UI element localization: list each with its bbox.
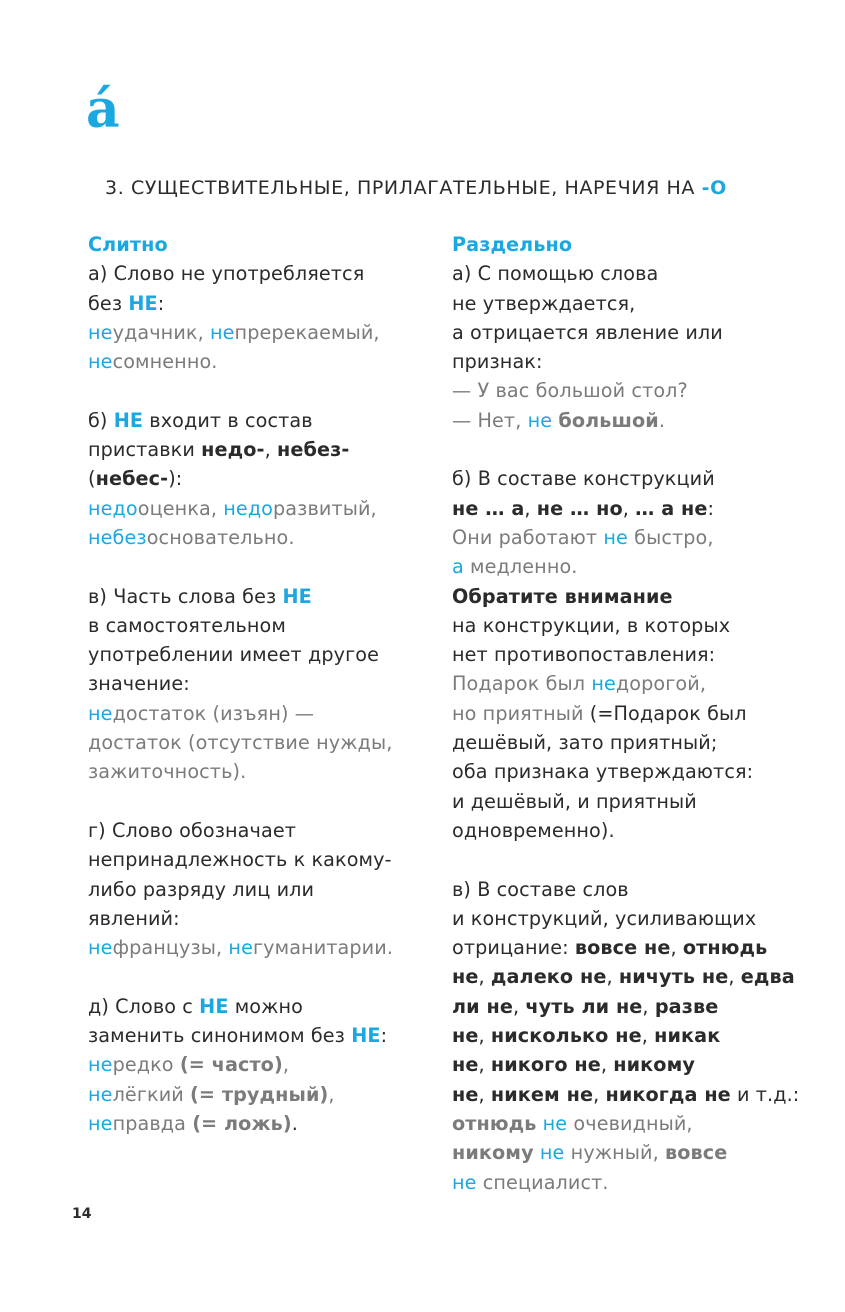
text-segment: . xyxy=(291,1111,298,1135)
text-line xyxy=(452,640,827,669)
text-line xyxy=(452,699,827,728)
text-line xyxy=(452,259,827,288)
text-segment: приставки xyxy=(88,438,202,462)
text-line xyxy=(452,464,827,493)
text-segment: не xyxy=(452,1024,479,1048)
text-line xyxy=(452,347,827,376)
text-segment: никогда не xyxy=(605,1082,731,1106)
text-segment: , xyxy=(478,1082,491,1106)
text-segment: вовсе xyxy=(665,1141,728,1165)
text-segment: не xyxy=(539,1141,565,1165)
text-segment: , xyxy=(593,1082,606,1106)
text-line xyxy=(452,787,827,816)
text-segment: … а не xyxy=(635,496,708,520)
text-segment: не xyxy=(88,1111,113,1135)
text-line xyxy=(88,494,433,523)
text-line xyxy=(452,494,827,523)
text-line xyxy=(88,1050,433,1079)
text-segment: развитый, xyxy=(273,496,377,520)
text-segment: , xyxy=(606,965,619,989)
text-segment: отнюдь xyxy=(682,936,768,960)
text-line xyxy=(452,1021,827,1050)
text-segment: д) Слово с xyxy=(88,994,200,1018)
text-segment: оба признака утверждаются: xyxy=(452,760,754,784)
text-segment: нет противопоставления: xyxy=(452,643,716,667)
text-segment: очевидный, xyxy=(567,1111,693,1135)
text-line xyxy=(452,1109,827,1138)
column-merged-spelling xyxy=(88,230,433,1138)
text-segment: в самостоятельном xyxy=(88,613,286,637)
text-segment: входит в состав xyxy=(143,408,313,432)
paragraph-gap xyxy=(88,787,433,816)
text-segment: значение: xyxy=(88,672,190,696)
text-segment: едва xyxy=(740,965,795,989)
text-line xyxy=(88,933,433,962)
text-segment: в) В составе слов xyxy=(452,877,629,901)
text-segment: в) Часть слова без xyxy=(88,584,283,608)
section-heading xyxy=(105,176,727,200)
text-line xyxy=(452,933,827,962)
text-segment: без xyxy=(88,291,129,315)
text-segment: а отрицается явление или xyxy=(452,320,723,344)
text-segment: не xyxy=(603,525,628,549)
text-segment: достаток (отсутствие нужды, xyxy=(88,731,393,755)
text-line xyxy=(452,289,827,318)
text-segment: недо- xyxy=(201,438,265,462)
text-segment: , xyxy=(328,1082,335,1106)
text-segment: Подарок был xyxy=(452,672,592,696)
text-line xyxy=(452,318,827,347)
text-segment: а) Слово не употребляется xyxy=(88,262,365,286)
text-line xyxy=(88,611,433,640)
text-segment: НЕ xyxy=(282,584,312,608)
text-line xyxy=(88,523,433,552)
text-line xyxy=(452,728,827,757)
text-segment: , xyxy=(478,1024,491,1048)
text-segment: чуть ли не xyxy=(525,994,643,1018)
text-segment: достаток (изъян) — xyxy=(112,701,315,725)
text-line xyxy=(452,523,827,552)
text-segment: не xyxy=(228,936,253,960)
text-segment: небез xyxy=(88,525,147,549)
text-segment: разве xyxy=(654,994,719,1018)
text-segment: большой xyxy=(558,408,659,432)
text-segment: — Нет, xyxy=(452,408,528,432)
paragraph-gap xyxy=(452,845,827,874)
text-segment: оценка, xyxy=(137,496,224,520)
text-segment: заменить синонимом без xyxy=(88,1024,352,1048)
text-line xyxy=(88,757,433,786)
text-line xyxy=(88,904,433,933)
text-segment: сомненно. xyxy=(112,350,218,374)
text-segment: никого не xyxy=(490,1053,601,1077)
text-segment: не … но xyxy=(536,496,623,520)
text-line xyxy=(88,318,433,347)
text-line xyxy=(88,464,433,493)
text-segment: НЕ xyxy=(199,994,229,1018)
text-segment: не xyxy=(452,1082,479,1106)
text-segment: и конструкций, усиливающих xyxy=(452,906,757,930)
text-segment: одновременно). xyxy=(452,818,615,842)
paragraph-gap xyxy=(88,376,433,405)
text-segment: ничуть не xyxy=(618,965,729,989)
text-line xyxy=(88,875,433,904)
text-segment: основательно. xyxy=(146,525,295,549)
text-segment: небез- xyxy=(276,438,350,462)
text-segment: ( xyxy=(88,467,96,491)
text-line xyxy=(452,816,827,845)
text-line xyxy=(88,406,433,435)
text-segment: ли не xyxy=(452,994,513,1018)
text-segment: гуманитарии. xyxy=(252,936,394,960)
text-segment: явлений: xyxy=(88,906,180,930)
text-segment: зажиточность). xyxy=(88,760,247,784)
text-segment: (= трудный) xyxy=(190,1082,329,1106)
text-segment: небес- xyxy=(95,467,169,491)
text-segment: , xyxy=(728,965,741,989)
text-line xyxy=(88,259,433,288)
text-segment: не xyxy=(88,320,113,344)
text-segment: г) Слово обозначает xyxy=(88,818,297,842)
text-segment: , xyxy=(512,994,526,1018)
paragraph-gap xyxy=(452,435,827,464)
text-line xyxy=(88,582,433,611)
text-line xyxy=(88,845,433,874)
text-line xyxy=(88,992,433,1021)
text-line xyxy=(452,669,827,698)
section-heading-accent: -О xyxy=(701,177,727,199)
paragraph-gap xyxy=(88,962,433,991)
column-title: Слитно xyxy=(88,233,168,256)
text-segment: не утверждается, xyxy=(452,291,636,315)
text-line xyxy=(452,875,827,904)
text-segment: , xyxy=(600,1053,614,1077)
text-segment: не xyxy=(88,936,113,960)
text-segment: Обратите внимание xyxy=(452,584,673,608)
text-segment: не xyxy=(88,1082,113,1106)
text-segment: — У вас большой стол? xyxy=(452,379,688,403)
text-segment: : xyxy=(380,1024,388,1048)
text-segment: , xyxy=(264,438,277,462)
column-separate-spelling xyxy=(452,230,827,1197)
text-line xyxy=(88,640,433,669)
text-segment: употреблении имеет другое xyxy=(88,643,380,667)
text-line xyxy=(452,552,827,581)
column-title: Раздельно xyxy=(452,233,573,256)
brand-logo: á xyxy=(86,79,120,140)
text-segment: не xyxy=(452,1170,477,1194)
text-segment: : xyxy=(157,291,165,315)
text-line xyxy=(452,757,827,786)
text-line xyxy=(88,699,433,728)
text-segment: никем не xyxy=(490,1082,594,1106)
text-segment: дорогой, xyxy=(615,672,707,696)
text-segment: можно xyxy=(228,994,304,1018)
text-line xyxy=(88,1080,433,1109)
page-number: 14 xyxy=(72,1206,92,1222)
text-segment: , xyxy=(622,496,636,520)
text-segment: . xyxy=(658,408,666,432)
text-segment: б) xyxy=(88,408,114,432)
text-segment: никому xyxy=(452,1141,534,1165)
text-segment: а) С помощью слова xyxy=(452,262,659,286)
text-segment: Они работают xyxy=(452,525,604,549)
text-segment: не xyxy=(452,1053,479,1077)
text-segment: НЕ xyxy=(351,1024,381,1048)
text-segment: , xyxy=(478,1053,491,1077)
text-line xyxy=(452,1080,827,1109)
text-segment: не xyxy=(527,408,553,432)
text-segment: не … а xyxy=(452,496,525,520)
text-segment: лёгкий xyxy=(112,1082,191,1106)
text-segment: , xyxy=(642,994,655,1018)
text-segment: НЕ xyxy=(128,291,158,315)
text-segment: специалист. xyxy=(476,1170,609,1194)
text-line xyxy=(452,1138,827,1167)
text-segment: и т.д.: xyxy=(730,1082,800,1106)
text-segment: и дешёвый, и приятный xyxy=(452,789,697,813)
text-segment: не xyxy=(88,1053,113,1077)
text-segment: не xyxy=(209,320,235,344)
text-segment: , xyxy=(524,496,537,520)
text-segment: : xyxy=(707,496,715,520)
text-line xyxy=(452,992,827,1021)
text-line xyxy=(452,406,827,435)
text-segment: медленно. xyxy=(463,555,578,579)
text-segment: (= часто) xyxy=(179,1053,283,1077)
text-line xyxy=(452,376,827,405)
text-line xyxy=(452,230,827,259)
text-segment: но приятный xyxy=(452,701,584,725)
text-line xyxy=(88,230,433,259)
text-line xyxy=(88,435,433,464)
text-segment: нисколько не xyxy=(490,1024,642,1048)
text-line xyxy=(88,816,433,845)
text-segment: вовсе не xyxy=(574,936,671,960)
text-segment: французы, xyxy=(112,936,229,960)
paragraph-gap xyxy=(88,552,433,581)
text-line xyxy=(88,728,433,757)
text-segment: а xyxy=(452,555,464,579)
text-segment: , xyxy=(670,936,683,960)
text-segment: нужный, xyxy=(564,1141,666,1165)
text-line xyxy=(452,582,827,611)
text-line xyxy=(452,1168,827,1197)
text-line xyxy=(88,289,433,318)
text-segment: , xyxy=(641,1024,655,1048)
text-line xyxy=(88,347,433,376)
text-segment: отнюдь xyxy=(452,1111,537,1135)
text-segment: никак xyxy=(654,1024,721,1048)
text-segment: признак: xyxy=(452,350,543,374)
text-segment: либо разряду лиц или xyxy=(88,877,315,901)
text-segment: (=Подарок был xyxy=(583,701,747,725)
text-segment: никому xyxy=(613,1053,695,1077)
text-segment: отрицание: xyxy=(452,936,575,960)
text-segment: не xyxy=(88,701,113,725)
text-line xyxy=(452,611,827,640)
text-segment: ): xyxy=(168,467,183,491)
text-segment: правда xyxy=(112,1111,193,1135)
text-segment: НЕ xyxy=(113,408,144,432)
text-line xyxy=(88,1021,433,1050)
text-segment: не xyxy=(88,350,113,374)
text-segment: , xyxy=(478,965,491,989)
text-segment: редко xyxy=(112,1053,180,1077)
text-line xyxy=(88,1109,433,1138)
text-line xyxy=(452,904,827,933)
text-segment: недо xyxy=(223,496,274,520)
text-segment: недо xyxy=(88,496,138,520)
text-segment: не xyxy=(452,965,479,989)
text-segment: не xyxy=(542,1111,568,1135)
section-heading-text: 3. СУЩЕСТВИТЕЛЬНЫЕ, ПРИЛАГАТЕЛЬНЫЕ, НАРЕЧИЯ НА xyxy=(105,177,702,199)
text-segment: быстро, xyxy=(627,525,714,549)
text-line xyxy=(88,669,433,698)
text-segment: далеко не xyxy=(490,965,607,989)
text-segment: удачник, xyxy=(112,320,210,344)
text-line xyxy=(452,1050,827,1079)
text-segment: (= ложь) xyxy=(192,1111,292,1135)
text-segment: непринадлежность к какому- xyxy=(88,848,392,872)
text-segment: , xyxy=(282,1053,290,1077)
text-segment: дешёвый, зато приятный; xyxy=(452,731,718,755)
text-segment: на конструкции, в которых xyxy=(452,613,731,637)
text-line xyxy=(452,962,827,991)
text-segment: б) В составе конструкций xyxy=(452,467,715,491)
text-segment: пререкаемый, xyxy=(234,320,380,344)
text-segment: не xyxy=(591,672,616,696)
